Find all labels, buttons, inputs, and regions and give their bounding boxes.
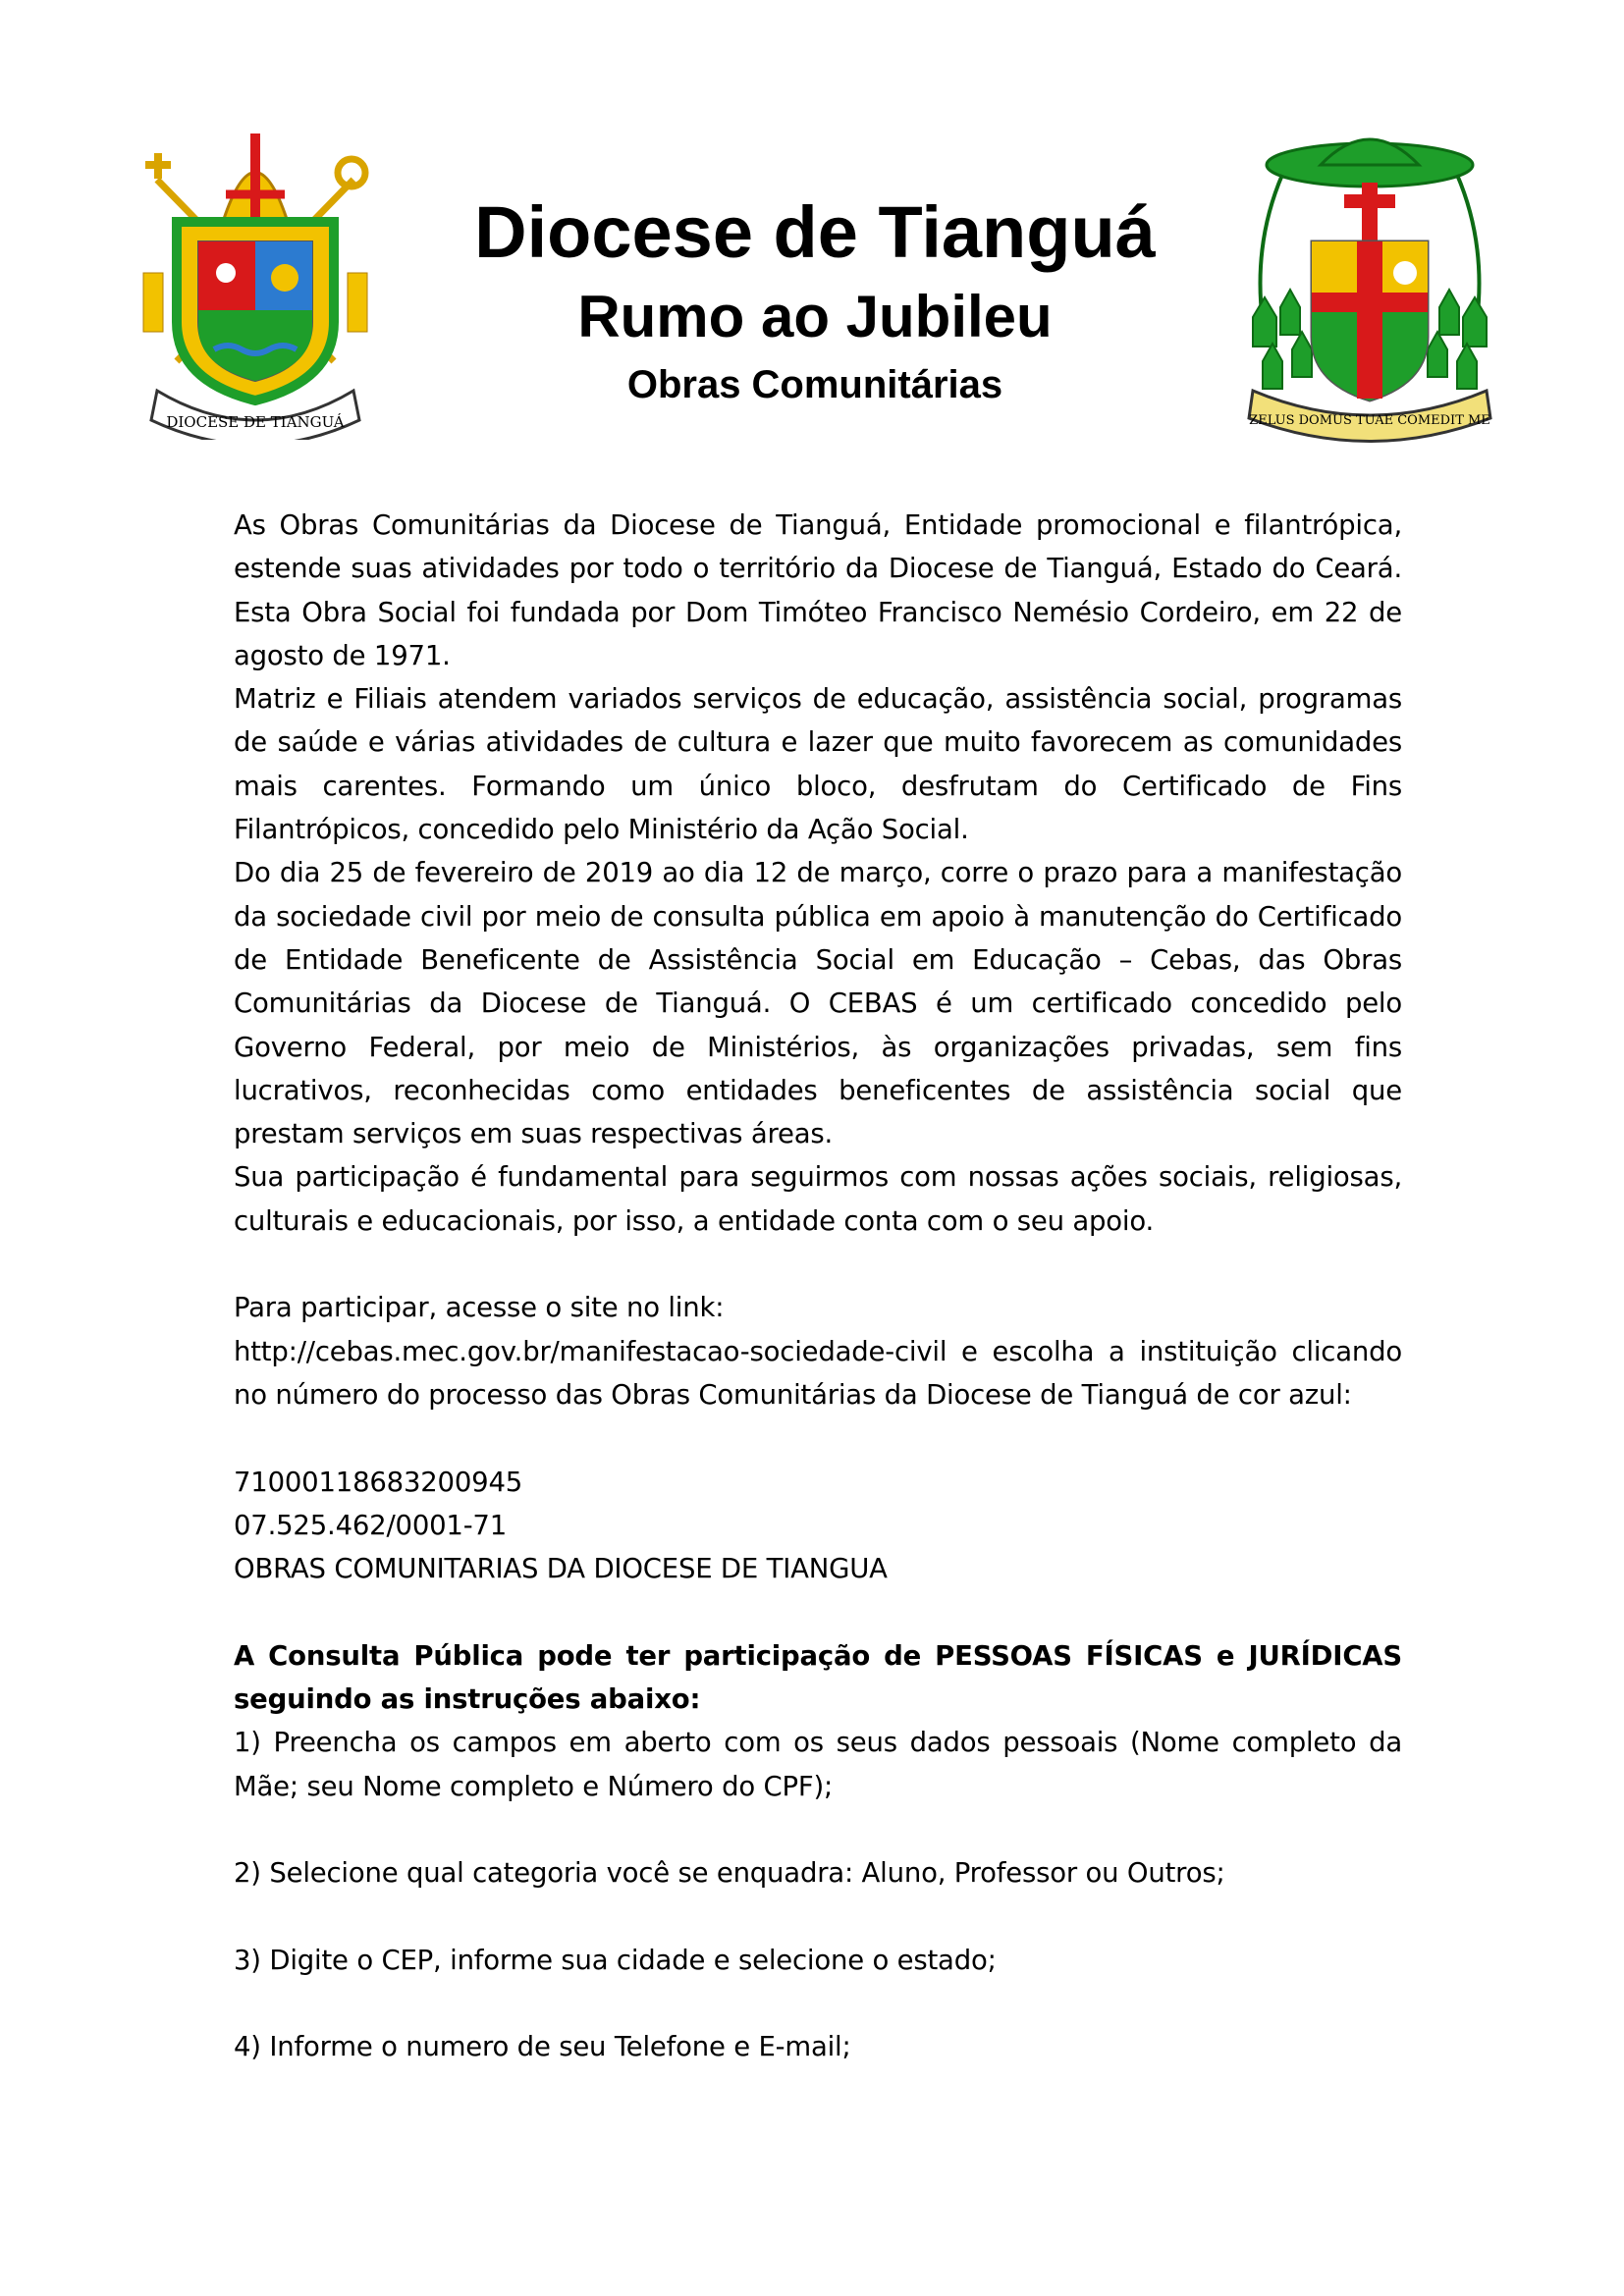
page-subsubtitle: Obras Comunitárias bbox=[626, 363, 1003, 406]
left-scroll-text: DIOCESE DE TIANGUÁ bbox=[166, 413, 345, 431]
instruction-step: 4) Informe o numero de seu Telefone e E-mail; bbox=[234, 2031, 851, 2063]
cnpj-number: 07.525.462/0001-71 bbox=[234, 1509, 508, 1541]
paragraph-services: Matriz e Filiais atendem variados serviços de educação, assistência social, programas de saúde e várias atividades de cultura e lazer que muito favorecem as comunidades mais carentes. Formando um único bloco, desfrutam do Certificado de Fins Filantrópicos, concedido pelo Ministério da Ação Social. bbox=[234, 683, 1402, 846]
instructions-heading: A Consulta Pública pode ter participação de PESSOAS FÍSICAS e JURÍDICAS seguindo as instruções abaixo: bbox=[234, 1639, 1402, 1716]
instruction-step: 2) Selecione qual categoria você se enquadra: Aluno, Professor ou Outros; bbox=[234, 1857, 1225, 1890]
cebas-link[interactable]: http://cebas.mec.gov.br/manifestacao-sociedade-civil bbox=[234, 1335, 947, 1367]
paragraph-cebas: Do dia 25 de fevereiro de 2019 ao dia 12 de março, corre o prazo para a manifestação da sociedade civil por meio de consulta pública em apoio à manutenção do Certificado de Entidade Beneficente de Assistência Social em Educação – Cebas, das Obras Comunitárias da Diocese de Tianguá. O CEBAS é um certificado concedido pelo Governo Federal, por meio de Ministérios, às organizações privadas, sem fins lucrativos, reconhecidas como entidades beneficentes de assistência social que prestam serviços em suas respectivas áreas. bbox=[234, 857, 1402, 1150]
link-paragraph bbox=[234, 1330, 1402, 1417]
paragraph-participation: Sua participação é fundamental para seguirmos com nossas ações sociais, religiosas, culturais e educacionais, por isso, a entidade conta com o seu apoio. bbox=[234, 1161, 1402, 1237]
process-number: 71000118683200945 bbox=[234, 1466, 523, 1498]
paragraph-intro: As Obras Comunitárias da Diocese de Tianguá, Entidade promocional e filantrópica, estende suas atividades por todo o território da Diocese de Tianguá, Estado do Ceará. Esta Obra Social foi fundada por Dom Timóteo Francisco Nemésio Cordeiro, em 22 de agosto de 1971. bbox=[234, 509, 1402, 671]
bishop-coat-of-arms-icon bbox=[1233, 126, 1506, 445]
instruction-step: 3) Digite o CEP, informe sua cidade e selecione o estado; bbox=[234, 1944, 997, 1976]
document-body bbox=[234, 504, 1402, 2069]
page-title: Diocese de Tianguá bbox=[474, 191, 1156, 273]
document-header bbox=[412, 191, 1218, 409]
right-scroll-text: ZELUS DOMUS TUAE COMEDIT ME bbox=[1249, 413, 1490, 428]
institution-name: OBRAS COMUNITARIAS DA DIOCESE DE TIANGUA bbox=[234, 1553, 888, 1585]
link-instructions: e escolha a instituição clicando no número do processo das Obras Comunitárias da Diocese de Tianguá de cor azul: bbox=[234, 1335, 1402, 1411]
access-intro: Para participar, acesse o site no link: bbox=[234, 1292, 725, 1324]
diocese-coat-of-arms-icon bbox=[137, 126, 373, 440]
page-subtitle: Rumo ao Jubileu bbox=[577, 284, 1053, 349]
instruction-step: 1) Preencha os campos em aberto com os seus dados pessoais (Nome completo da Mãe; seu Nome completo e Número do CPF); bbox=[234, 1727, 1402, 1802]
